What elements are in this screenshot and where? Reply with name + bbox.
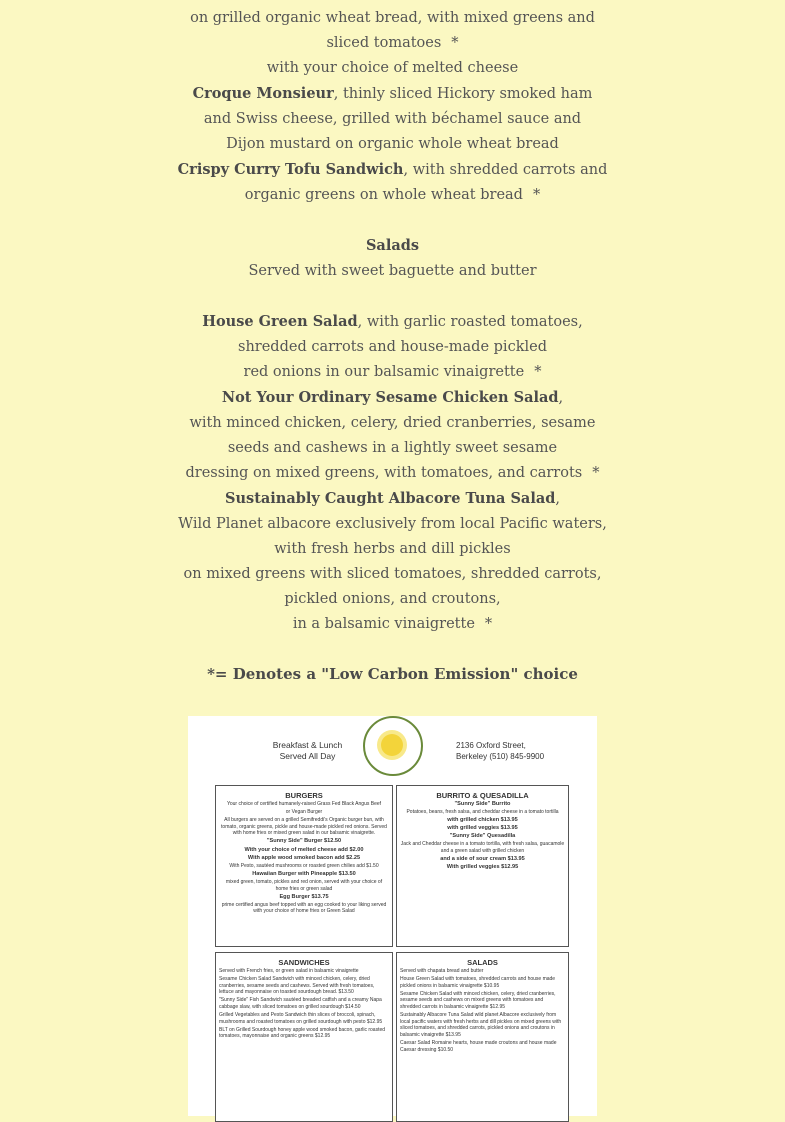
menu-line <box>0 309 785 335</box>
burrito-box <box>396 785 569 947</box>
low-carbon-star-icon: * <box>592 465 600 481</box>
menu-line <box>0 587 785 612</box>
item-description: on mixed greens with sliced tomatoes, shredded carrots, <box>183 566 602 582</box>
menu-image-line: All burgers are served on a grilled Semifreddi's Organic burger bun, with tomato, organic greens, pickle and house-made pickled red onions. Served with home fries or mixed green salad in our balsamic vinaigrette. <box>221 817 387 837</box>
menu-image-line: BLT on Grilled Sourdough honey apple wood smoked bacon, garlic roasted tomatoes, mayonnaise and organic greens $12.95 <box>219 1026 386 1040</box>
menu-line <box>0 31 785 56</box>
sunny-side-logo-icon <box>363 716 423 776</box>
item-description: Dijon mustard on organic whole wheat bread <box>226 136 559 152</box>
spacer <box>0 208 785 233</box>
menu-image-line: "Sunny Side" Burrito <box>454 801 511 807</box>
item-description: in a balsamic vinaigrette <box>292 616 475 632</box>
salads-box <box>396 952 569 1122</box>
menu-line <box>0 512 785 537</box>
item-description: , <box>555 491 560 507</box>
spacer <box>0 284 785 309</box>
item-description: , <box>558 390 564 406</box>
menu-line <box>0 537 785 562</box>
menu-line <box>0 157 785 183</box>
menu-line <box>0 56 785 81</box>
item-description: red onions in our balsamic vinaigrette <box>243 364 525 380</box>
burgers-box <box>215 785 393 947</box>
item-description: , with shredded carrots and <box>403 162 608 178</box>
menu-image-line: Jack and Cheddar cheese in a tomato tortilla, with fresh salsa, guacamole and a green salad with grilled chicken <box>400 841 565 855</box>
item-description: shredded carrots and house-made pickled <box>238 339 547 355</box>
menu-line <box>0 360 785 385</box>
item-name: Sustainably Caught Albacore Tuna Salad <box>225 490 556 507</box>
menu-image-line: Hawaiian Burger with Pineapple $13.50 <box>252 870 356 877</box>
note-text: *= Denotes a "Low Carbon Emission" choice <box>207 665 578 683</box>
menu-image-line: Sesame Chicken Salad Sandwich with minced chicken, celery, dried cranberries, sesame seeds and cashews. Served with fresh tomatoes, lettuce and mayonnaise on toasted sourdough bread. $13.50 <box>219 976 375 996</box>
menu-image-line: "Sunny Side" Burger $12.50 <box>266 838 342 845</box>
menu-image-line: Potatoes, beans, fresh salsa, and cheddar cheese in a tomato tortilla <box>406 809 559 816</box>
menu-image-line: Grilled Vegetables and Pesto Sandwich thin slices of broccoli, spinach, mushrooms and roasted tomatoes on grilled sourdough with pesto $12.95 <box>219 1012 383 1025</box>
spacer <box>0 637 785 662</box>
menu-image-line: With your choice of melted cheese add $2.00 <box>244 846 364 853</box>
burgers-lines <box>219 801 389 915</box>
menu-image-line: Served with chapata bread and butter <box>400 968 484 974</box>
salads-title: SALADS <box>467 958 498 967</box>
menu-line <box>0 6 785 31</box>
low-carbon-star-icon: * <box>451 35 459 51</box>
sandwiches-box <box>215 952 393 1122</box>
item-description: seeds and cashews in a lightly sweet sesame <box>227 440 558 456</box>
menu-image-line: With Pesto, sautéed mushrooms or roasted green chilies add $1.50 <box>229 862 379 869</box>
menu-image-line: prime certified angus beef topped with an egg cooked to your liking served with your choice of home fries or Green Salad <box>221 901 387 915</box>
item-description: , thinly sliced Hickory smoked ham <box>333 86 593 102</box>
item-description: on grilled organic wheat bread, with mixed greens and <box>190 10 595 26</box>
item-description: with your choice of melted cheese <box>266 60 519 76</box>
menu-line <box>0 461 785 486</box>
low-carbon-star-icon: * <box>484 616 493 632</box>
burrito-title: BURRITO & QUESADILLA <box>436 791 529 800</box>
menu-image-line: Caesar Salad Romaine hearts, house made croutons and house made Caesar dressing $10.50 <box>400 1039 557 1053</box>
item-name: Not Your Ordinary Sesame Chicken Salad <box>221 389 559 406</box>
item-description: and Swiss cheese, grilled with béchamel sauce and <box>203 111 582 127</box>
menu-image-line: Egg Burger $13.75 <box>279 893 329 900</box>
low-carbon-note <box>0 662 785 688</box>
menu-line <box>0 612 785 637</box>
item-description: dressing on mixed greens, with tomatoes, and carrots <box>185 465 583 481</box>
item-description: , with garlic roasted tomatoes, <box>357 314 583 330</box>
item-description: with fresh herbs and dill pickles <box>274 541 511 557</box>
item-name: Croque Monsieur <box>192 85 334 102</box>
menu-line <box>0 411 785 436</box>
menu-image-line: Served with French fries, or green salad in balsamic vinaigrette <box>219 968 359 974</box>
menu-image-line: with grilled veggies $13.95 <box>447 825 518 832</box>
item-description: pickled onions, and croutons, <box>284 591 501 607</box>
menu-line <box>0 259 785 284</box>
menu-image-line: and a side of sour cream $13.95 <box>440 856 525 863</box>
menu-line <box>0 335 785 360</box>
menu-image-line: With grilled veggies $12.95 <box>446 864 519 871</box>
sandwiches-lines <box>219 968 389 1040</box>
burgers-title: BURGERS <box>285 791 323 800</box>
menu-image-line: "Sunny Side" Fish Sandwich sautéed breaded catfish and a creamy Napa cabbage slaw, with sliced tomatoes on grilled sourdough $14.50 <box>219 997 382 1010</box>
menu-image-line: With apple wood smoked bacon add $2.25 <box>247 854 361 861</box>
menu-image <box>188 716 597 1116</box>
menu-line <box>0 81 785 107</box>
menu-image-line: or Vegan Burger <box>285 809 323 816</box>
menu-image-line: mixed green, tomato, pickles and red onion, served with your choice of home fries or green salad <box>225 878 383 892</box>
menu-image-line: House Green Salad with tomatoes, shredded carrots and house made pickled onions in balsamic vinaigrette $10.95 <box>400 976 556 989</box>
low-carbon-star-icon: * <box>532 187 541 203</box>
sun-icon <box>381 734 403 756</box>
menu-line <box>0 183 785 208</box>
item-description: Wild Planet albacore exclusively from local Pacific waters, <box>178 516 607 532</box>
sandwiches-title: SANDWICHES <box>278 958 330 967</box>
menu-image-line: Sustainably Albacore Tuna Salad wild planet Albacore exclusively from local pacific waters with fresh herbs and dill pickles on mixed greens with sliced tomatoes, and shredded carrots, pickled onions and croutons in balsamic vinaigrette $13.95 <box>400 1012 562 1038</box>
menu-line <box>0 486 785 512</box>
menu-line <box>0 132 785 157</box>
menu-line <box>0 385 785 411</box>
menu-line <box>0 562 785 587</box>
item-description: sliced tomatoes <box>326 35 442 51</box>
item-name: Salads <box>365 237 420 254</box>
burrito-lines <box>400 801 565 871</box>
menu-image-address: 2136 Oxford Street, Berkeley (510) 845-9900 <box>456 741 545 761</box>
menu-image-line: Sesame Chicken Salad with minced chicken, celery, dried cranberries, sesame seeds and cashews on mixed greens with tomatoes and shredded carrots in balsamic vinaigrette $12.95 <box>400 990 556 1010</box>
item-description: organic greens on whole wheat bread <box>244 187 523 203</box>
item-name: Crispy Curry Tofu Sandwich <box>177 161 404 178</box>
menu-line <box>0 436 785 461</box>
salads-lines <box>400 968 565 1053</box>
item-description: Served with sweet baguette and butter <box>248 263 537 279</box>
menu-image-line: "Sunny Side" Quesadilla <box>449 833 516 840</box>
menu-line <box>0 107 785 132</box>
menu-line <box>0 233 785 259</box>
item-description: with minced chicken, celery, dried cranberries, sesame <box>189 415 596 431</box>
low-carbon-star-icon: * <box>534 364 542 380</box>
menu-image-line: with grilled chicken $13.95 <box>447 817 518 824</box>
menu-image-hours: Breakfast & Lunch Served All Day <box>272 740 343 761</box>
item-name: House Green Salad <box>202 313 358 330</box>
menu-text <box>0 6 785 688</box>
menu-image-line: Your choice of certified humanely-raised Grass Fed Black Angus Beef <box>226 801 382 807</box>
